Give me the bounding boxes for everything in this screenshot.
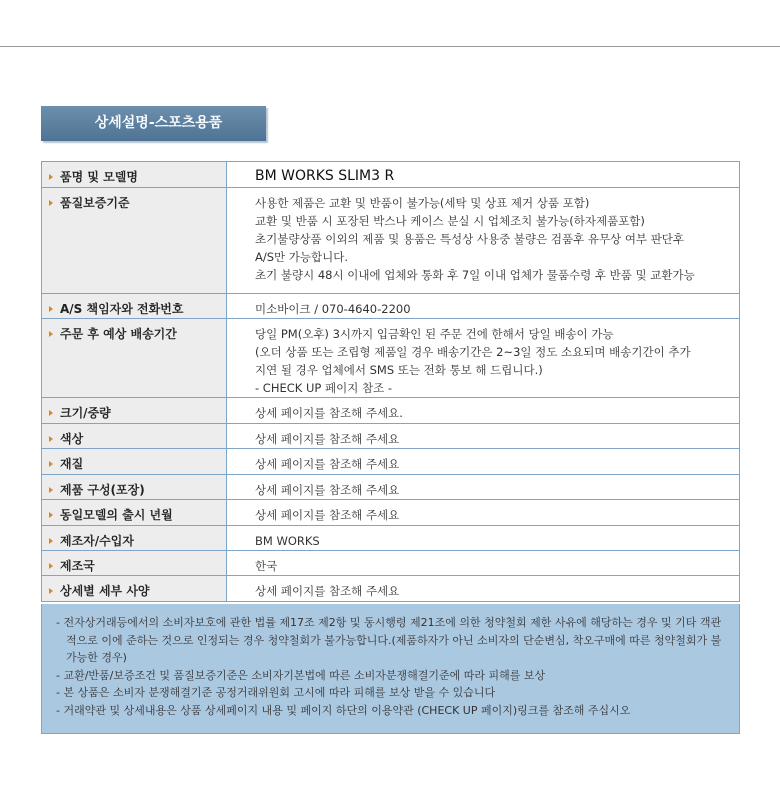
row-value-line: 초기 불량시 48시 이내에 업체와 통화 후 7일 이내 업체가 물품수령 후 반품 및 교환가능 bbox=[255, 268, 695, 282]
row-value-line: - CHECK UP 페이지 참조 - bbox=[255, 381, 392, 395]
row-label-text: 제조국 bbox=[60, 559, 95, 573]
row-label bbox=[42, 475, 227, 500]
row-label bbox=[42, 294, 227, 319]
row-value-line: 상세 페이지를 참조해 주세요 bbox=[255, 508, 400, 522]
row-label bbox=[42, 424, 227, 449]
table-row bbox=[42, 162, 740, 188]
table-row bbox=[42, 449, 740, 475]
notice-line: - 교환/반품/보증조건 및 품질보증기준은 소비자기본법에 따른 소비자분쟁해결기준에 따라 피해를 보상 bbox=[56, 668, 546, 682]
row-label-text: 동일모델의 출시 년월 bbox=[60, 508, 173, 522]
row-value-line: (오더 상품 또는 조립형 제품일 경우 배송기간은 2~3일 정도 소요되며 배송기간이 추가 bbox=[255, 345, 691, 359]
row-label-text: 제조자/수입자 bbox=[60, 534, 134, 548]
table-row bbox=[42, 576, 740, 602]
row-value-line: 한국 bbox=[255, 559, 278, 573]
product-info-table bbox=[41, 161, 740, 602]
row-label bbox=[42, 319, 227, 398]
row-value-line: 상세 페이지를 참조해 주세요 bbox=[255, 457, 400, 471]
row-value bbox=[227, 526, 740, 551]
bullet-arrow-icon bbox=[49, 487, 53, 493]
table-row bbox=[42, 526, 740, 551]
notice-line: - 거래약관 및 상세내용은 상품 상세페이지 내용 및 페이지 하단의 이용약관 (CHECK UP 페이지)링크를 참조해 주십시오 bbox=[56, 703, 631, 717]
bullet-arrow-icon bbox=[49, 200, 53, 206]
row-label-text: 크기/중량 bbox=[60, 406, 111, 420]
row-label bbox=[42, 551, 227, 576]
row-label-text: 품명 및 모델명 bbox=[60, 170, 138, 184]
bullet-arrow-icon bbox=[49, 174, 53, 180]
row-label-text: 색상 bbox=[60, 432, 84, 446]
row-value bbox=[227, 500, 740, 526]
row-value bbox=[227, 188, 740, 294]
row-value-line: 상세 페이지를 참조해 주세요 bbox=[255, 432, 400, 446]
row-value-line: 교환 및 반품 시 포장된 박스나 케이스 분실 시 업체조치 불가능(하자제품포함) bbox=[255, 214, 645, 228]
row-value-line: 초기불량상품 이외의 제품 및 용품은 특성상 사용중 불량은 검품후 유무상 여부 판단후 bbox=[255, 232, 685, 246]
bullet-arrow-icon bbox=[49, 410, 53, 416]
row-value bbox=[227, 551, 740, 576]
bullet-arrow-icon bbox=[49, 512, 53, 518]
row-label bbox=[42, 188, 227, 294]
bullet-arrow-icon bbox=[49, 563, 53, 569]
table-row bbox=[42, 500, 740, 526]
bullet-arrow-icon bbox=[49, 306, 53, 312]
row-label-text: 제품 구성(포장) bbox=[60, 483, 145, 497]
row-value bbox=[227, 319, 740, 398]
row-value-line: 당일 PM(오후) 3시까지 입금확인 된 주문 건에 한해서 당일 배송이 가능 bbox=[255, 327, 614, 341]
table-row bbox=[42, 188, 740, 294]
row-label bbox=[42, 526, 227, 551]
row-value bbox=[227, 449, 740, 475]
row-value-line: 지연 될 경우 업체에서 SMS 또는 전화 통보 해 드립니다.) bbox=[255, 363, 543, 377]
row-label bbox=[42, 500, 227, 526]
row-value bbox=[227, 576, 740, 602]
row-label-text: 상세별 세부 사양 bbox=[60, 584, 150, 598]
table-row bbox=[42, 551, 740, 576]
row-label bbox=[42, 398, 227, 424]
row-value-line: BM WORKS bbox=[255, 534, 320, 548]
table-row bbox=[42, 294, 740, 319]
top-divider bbox=[0, 46, 780, 47]
row-label bbox=[42, 576, 227, 602]
row-value-line: 상세 페이지를 참조해 주세요 bbox=[255, 584, 400, 598]
table-row bbox=[42, 424, 740, 449]
row-value-line: A/S만 가능합니다. bbox=[255, 250, 349, 264]
row-value bbox=[227, 162, 740, 188]
row-label bbox=[42, 162, 227, 188]
bullet-arrow-icon bbox=[49, 436, 53, 442]
notice-line: - 전자상거래등에서의 소비자보호에 관한 법률 제17조 제2항 및 동시행령 제21조에 의한 청약철회 제한 사유에 해당하는 경우 및 기타 객관적으로 이에 준하는 것으로 인정되는 경우 청약철회가 불가능합니다.(제품하자가 아닌 소비자의 단순변심, 착오구매에 따른 청약철회가 불가능한 경우) bbox=[56, 616, 722, 664]
row-label-text: A/S 책임자와 전화번호 bbox=[60, 302, 184, 316]
row-label-text: 재질 bbox=[60, 457, 84, 471]
notice-line: - 본 상품은 소비자 분쟁해결기준 공정거래위원회 고시에 따라 피해를 보상 받을 수 있습니다 bbox=[56, 686, 496, 699]
bullet-arrow-icon bbox=[49, 461, 53, 467]
table-row bbox=[42, 398, 740, 424]
row-value-line: 미소바이크 / 070-4640-2200 bbox=[255, 302, 411, 316]
row-value-line: BM WORKS SLIM3 R bbox=[255, 168, 395, 184]
row-value-line: 사용한 제품은 교환 및 반품이 불가능(세탁 및 상표 제거 상품 포함) bbox=[255, 196, 590, 210]
notice-box bbox=[41, 604, 740, 734]
row-value bbox=[227, 475, 740, 500]
row-label-text: 주문 후 예상 배송기간 bbox=[60, 327, 177, 341]
row-value-line: 상세 페이지를 참조해 주세요. bbox=[255, 406, 403, 420]
row-value-line: 상세 페이지를 참조해 주세요 bbox=[255, 483, 400, 497]
bullet-arrow-icon bbox=[49, 538, 53, 544]
row-value bbox=[227, 294, 740, 319]
table-row bbox=[42, 319, 740, 398]
bullet-arrow-icon bbox=[49, 331, 53, 337]
row-value bbox=[227, 424, 740, 449]
row-value bbox=[227, 398, 740, 424]
row-label bbox=[42, 449, 227, 475]
section-title: 상세설명-스포츠용품 bbox=[41, 106, 266, 141]
bullet-arrow-icon bbox=[49, 588, 53, 594]
table-row bbox=[42, 475, 740, 500]
row-label-text: 품질보증기준 bbox=[60, 196, 130, 210]
